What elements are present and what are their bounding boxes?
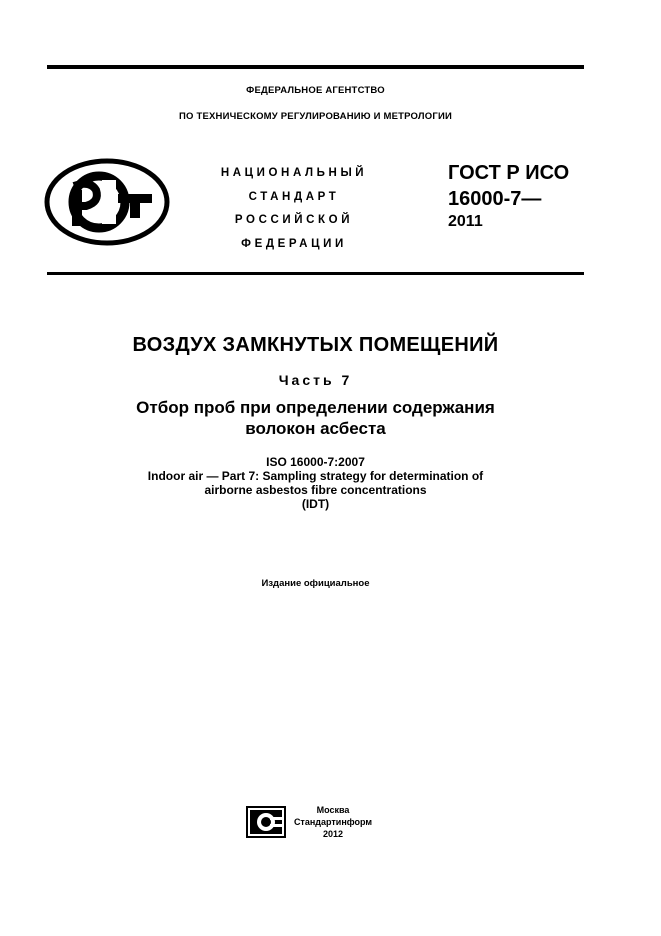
gost-r-logo-icon <box>44 158 170 246</box>
document-title: ВОЗДУХ ЗАМКНУТЫХ ПОМЕЩЕНИЙ <box>132 334 499 356</box>
iso-title-line-2: airborne asbestos fibre concentrations <box>204 483 427 497</box>
iso-reference <box>47 455 584 511</box>
part-label: Часть 7 <box>278 372 353 388</box>
designation-year: 2011 <box>448 213 483 230</box>
designation-line-2: 16000-7— <box>448 188 542 210</box>
iso-number: ISO 16000-7:2007 <box>266 455 365 469</box>
document-subtitle <box>47 397 584 439</box>
publisher-logo-icon <box>246 806 286 838</box>
publisher-city: Москва <box>316 805 350 815</box>
designation-line-1: ГОСТ Р ИСО <box>448 162 570 184</box>
publisher-info <box>293 804 373 840</box>
publisher-name: Стандартинформ <box>293 817 373 827</box>
middle-rule <box>47 272 584 275</box>
subtitle-line-2: волокон асбеста <box>245 419 386 438</box>
iso-idt: (IDT) <box>301 497 330 511</box>
standard-type-line-4: ФЕДЕРАЦИИ <box>241 237 347 250</box>
agency-line-2: ПО ТЕХНИЧЕСКОМУ РЕГУЛИРОВАНИЮ И МЕТРОЛОГИИ <box>179 111 452 122</box>
top-rule <box>47 65 584 69</box>
standard-designation <box>448 160 588 232</box>
standard-type-line-2: СТАНДАРТ <box>248 190 340 203</box>
standard-type-line-3: РОССИЙСКОЙ <box>234 214 354 226</box>
edition-label: Издание официальное <box>261 578 370 589</box>
publisher-year: 2012 <box>322 829 344 839</box>
subtitle-line-1: Отбор проб при определении содержания <box>136 398 495 417</box>
agency-line-1: ФЕДЕРАЛЬНОЕ АГЕНТСТВО <box>246 85 385 96</box>
standard-type <box>196 162 392 256</box>
iso-title-line-1: Indoor air — Part 7: Sampling strategy for determination of <box>147 469 484 483</box>
standard-type-line-1: НАЦИОНАЛЬНЫЙ <box>220 167 368 179</box>
